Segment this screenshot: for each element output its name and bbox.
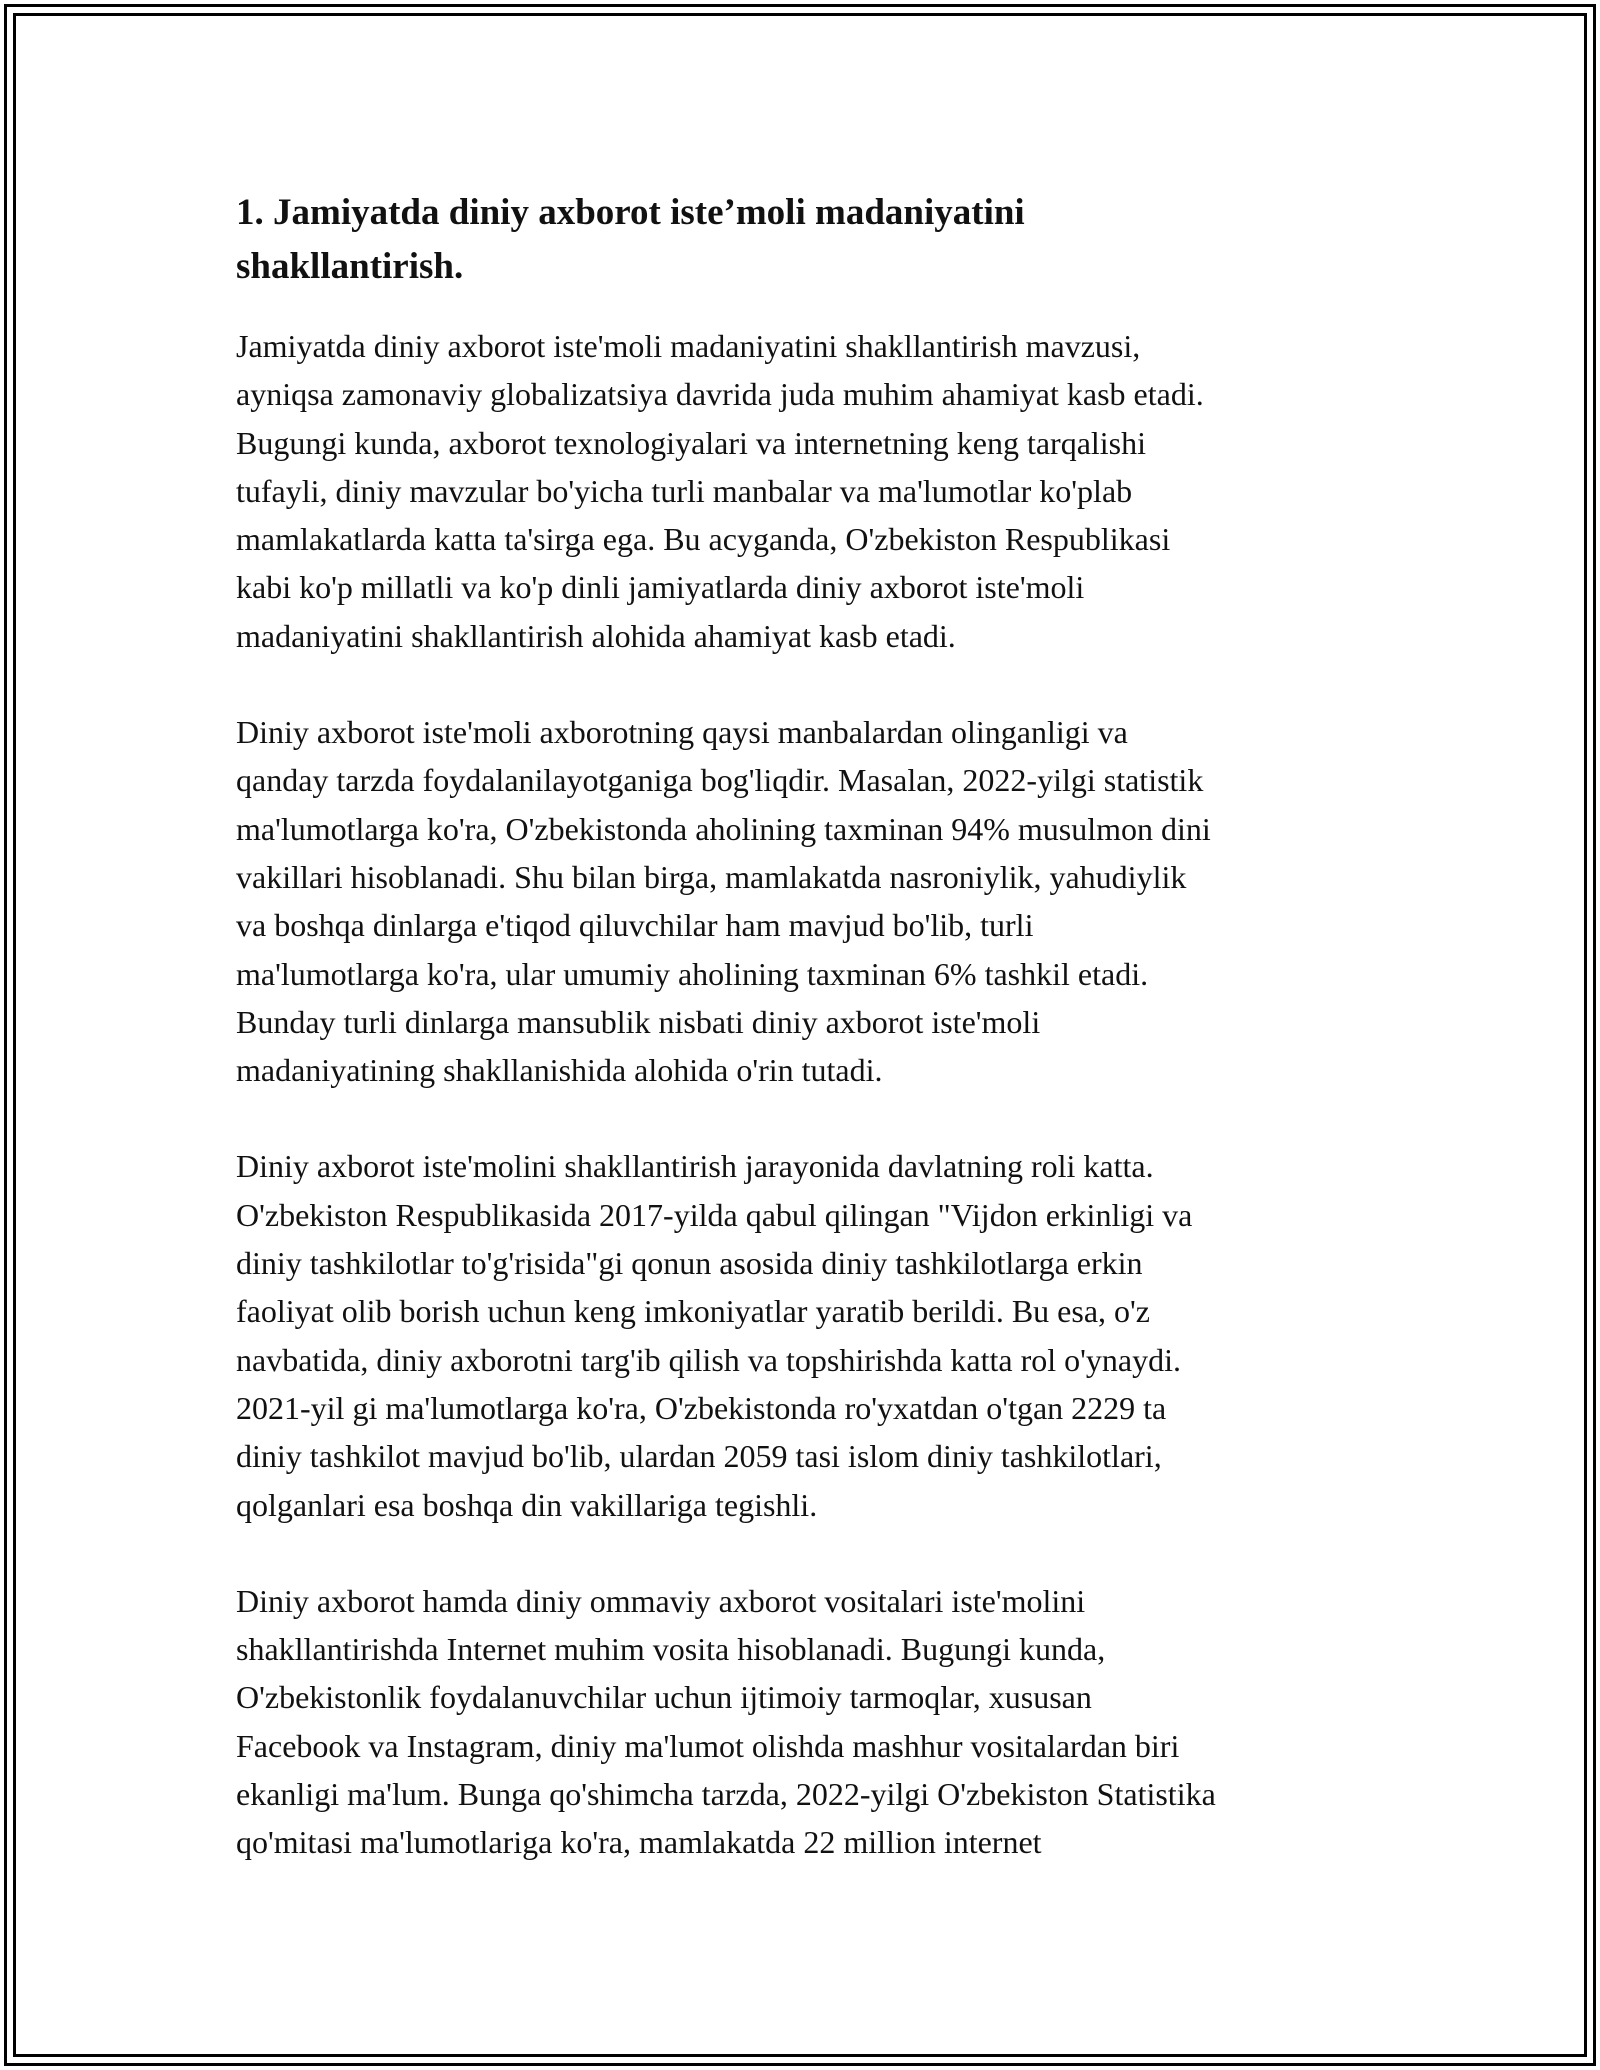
- text-line: 2021-yil gi ma'lumotlarga ko'ra, O'zbekistonda ro'yxatdan o'tgan 2229 ta: [236, 1389, 1167, 1426]
- text-line: ekanligi ma'lum. Bunga qo'shimcha tarzda, 2022-yilgi O'zbekiston Statistika: [236, 1776, 1216, 1813]
- text-line: tufayli, diniy mavzular bo'yicha turli manbalar va ma'lumotlar ko'plab: [236, 472, 1133, 509]
- text-line: navbatida, diniy axborotni targ'ib qilish va topshirishda katta rol o'ynaydi.: [236, 1341, 1181, 1378]
- text-line: vakillari hisoblanadi. Shu bilan birga, mamlakatda nasroniylik, yahudiylik: [236, 858, 1187, 895]
- text-line: diniy tashkilotlar to'g'risida"gi qonun asosida diniy tashkilotlarga erkin: [236, 1245, 1143, 1282]
- text-line: O'zbekiston Respublikasida 2017-yilda qabul qilingan "Vijdon erkinligi va: [236, 1196, 1193, 1233]
- text-line: mamlakatlarda katta ta'sirga ega. Bu acyganda, O'zbekiston Respublikasi: [236, 521, 1171, 558]
- text-line: Diniy axborot iste'moli axborotning qaysi manbalardan olinganligi va: [236, 714, 1128, 751]
- text-line: qo'mitasi ma'lumotlariga ko'ra, mamlakatda 22 million internet: [236, 1824, 1042, 1861]
- section-heading: [236, 186, 1376, 294]
- paragraph-1: [236, 322, 1376, 660]
- paragraph-4: [236, 1577, 1376, 1867]
- text-line: O'zbekistonlik foydalanuvchilar uchun ijtimoiy tarmoqlar, xususan: [236, 1679, 1092, 1716]
- text-line: madaniyatining shakllanishida alohida o'rin tutadi.: [236, 1052, 883, 1089]
- heading-line: 1. Jamiyatda diniy axborot iste’moli madaniyatini: [236, 192, 1025, 233]
- text-line: Facebook va Instagram, diniy ma'lumot olishda mashhur vositalardan biri: [236, 1727, 1180, 1764]
- paragraph-3: [236, 1142, 1376, 1528]
- text-line: qolganlari esa boshqa din vakillariga tegishli.: [236, 1486, 818, 1523]
- document-page: [236, 186, 1376, 1915]
- text-line: Bugungi kunda, axborot texnologiyalari va internetning keng tarqalishi: [236, 424, 1147, 461]
- text-line: qanday tarzda foydalanilayotganiga bog'liqdir. Masalan, 2022-yilgi statistik: [236, 762, 1204, 799]
- text-line: shakllantirishda Internet muhim vosita hisoblanadi. Bugungi kunda,: [236, 1631, 1106, 1668]
- text-line: madaniyatini shakllantirish alohida ahamiyat kasb etadi.: [236, 617, 956, 654]
- text-line: ma'lumotlarga ko'ra, O'zbekistonda aholining taxminan 94% musulmon dini: [236, 810, 1211, 847]
- text-line: va boshqa dinlarga e'tiqod qiluvchilar ham mavjud bo'lib, turli: [236, 907, 1034, 944]
- text-line: Bunday turli dinlarga mansublik nisbati diniy axborot iste'moli: [236, 1003, 1041, 1040]
- paragraph-2: [236, 708, 1376, 1094]
- text-line: kabi ko'p millatli va ko'p dinli jamiyatlarda diniy axborot iste'moli: [236, 569, 1085, 606]
- text-line: faoliyat olib borish uchun keng imkoniyatlar yaratib berildi. Bu esa, o'z: [236, 1293, 1150, 1330]
- text-line: diniy tashkilot mavjud bo'lib, ulardan 2059 tasi islom diniy tashkilotlari,: [236, 1438, 1162, 1475]
- text-line: Diniy axborot hamda diniy ommaviy axborot vositalari iste'molini: [236, 1582, 1086, 1619]
- text-line: Jamiyatda diniy axborot iste'moli madaniyatini shakllantirish mavzusi,: [236, 328, 1141, 364]
- heading-line: shakllantirish.: [236, 246, 464, 287]
- text-line: ma'lumotlarga ko'ra, ular umumiy aholining taxminan 6% tashkil etadi.: [236, 955, 1149, 992]
- text-line: ayniqsa zamonaviy globalizatsiya davrida juda muhim ahamiyat kasb etadi.: [236, 376, 1204, 413]
- text-line: Diniy axborot iste'molini shakllantirish jarayonida davlatning roli katta.: [236, 1148, 1154, 1185]
